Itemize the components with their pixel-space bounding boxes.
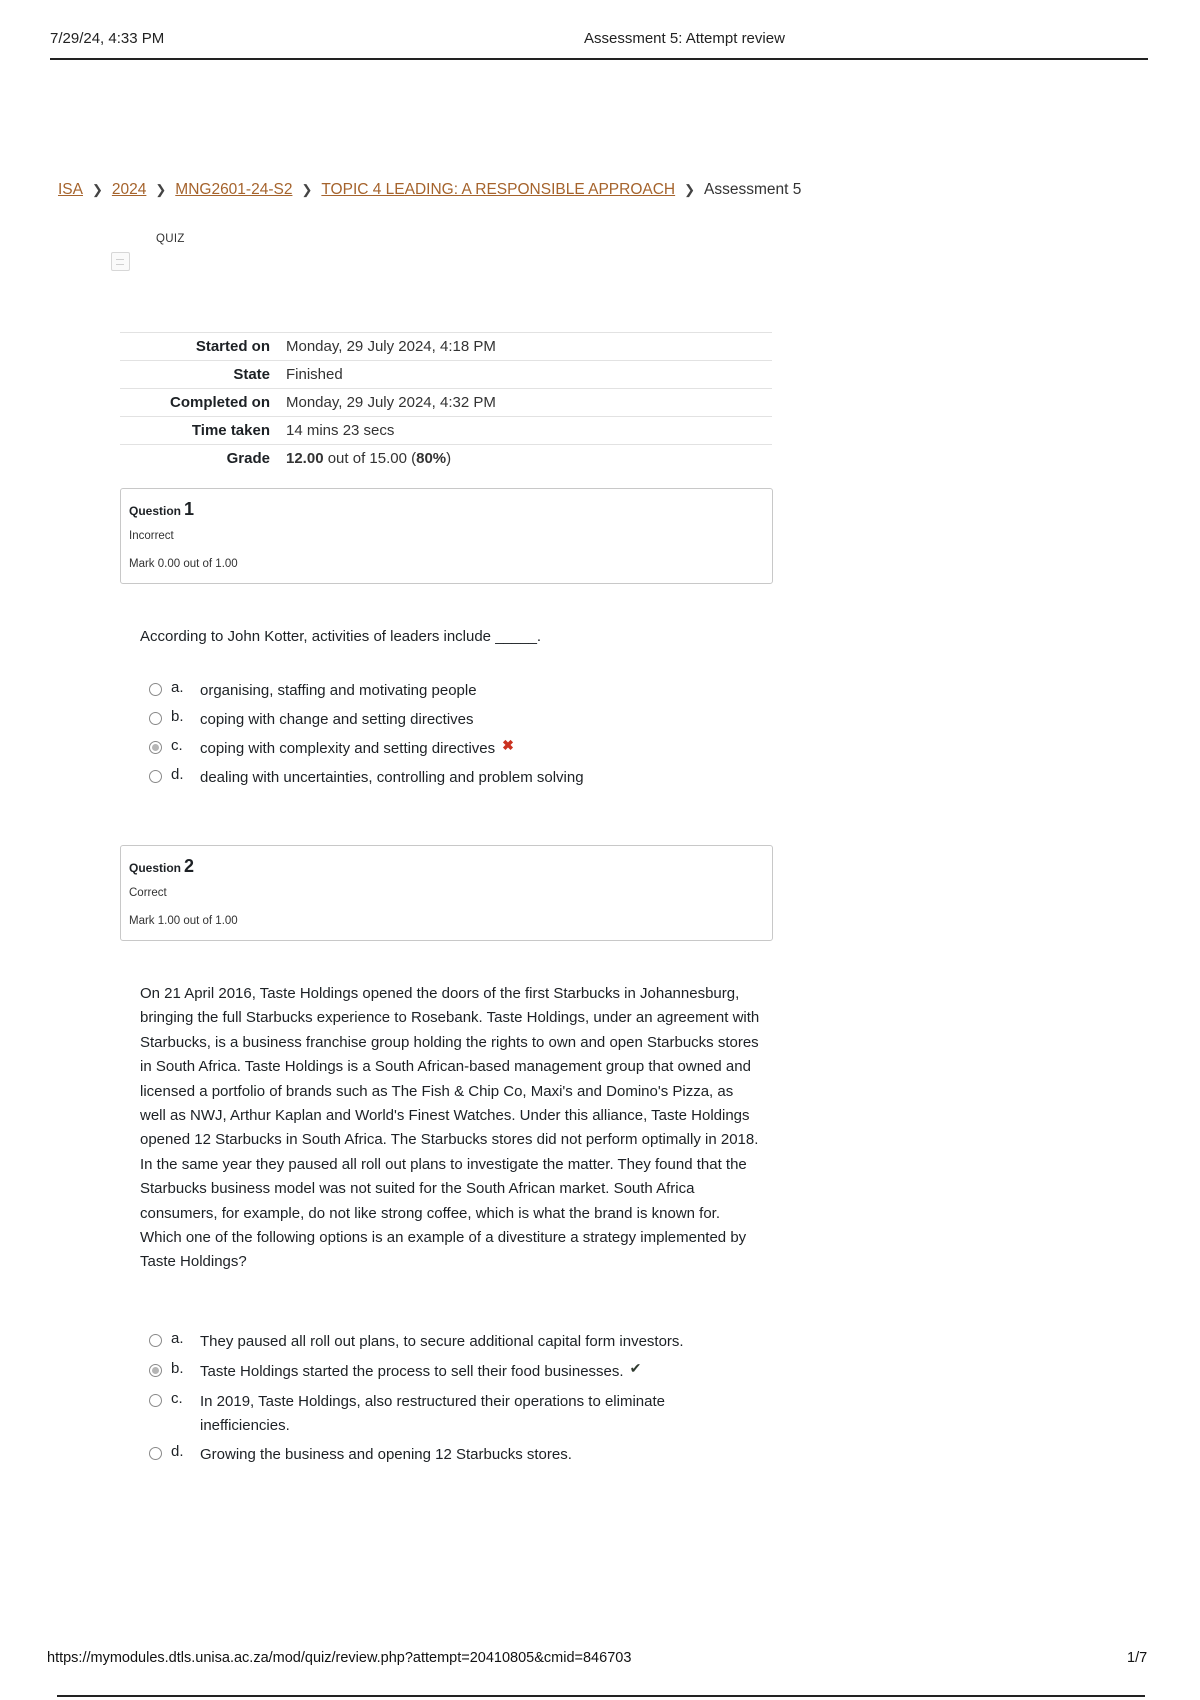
radio-button[interactable]	[149, 683, 162, 696]
answer-option[interactable]	[149, 679, 749, 703]
answer-label: coping with change and setting directives	[200, 711, 474, 728]
answer-label: In 2019, Taste Holdings, also restructured their operations to eliminate inefficiencies.	[200, 1393, 665, 1434]
radio-button[interactable]	[149, 1447, 162, 1460]
breadcrumb-link-course[interactable]: MNG2601-24-S2	[175, 181, 293, 198]
grade-percent: 80%	[416, 450, 447, 468]
chevron-right-icon: ❯	[155, 182, 167, 197]
chevron-right-icon: ❯	[91, 182, 103, 197]
summary-row	[120, 361, 772, 389]
grade-score: 12.00	[286, 450, 324, 468]
radio-button[interactable]	[149, 1394, 162, 1407]
answer-letter: a.	[171, 679, 184, 696]
summary-label: Grade	[226, 450, 270, 468]
breadcrumb	[58, 181, 801, 199]
breadcrumb-link-topic[interactable]: TOPIC 4 LEADING: A RESPONSIBLE APPROACH	[321, 181, 676, 198]
answer-letter: b.	[171, 1360, 184, 1377]
chevron-right-icon: ❯	[684, 182, 696, 197]
question-label: Question	[129, 504, 182, 518]
answer-letter: d.	[171, 1443, 184, 1460]
radio-button-checked[interactable]	[149, 741, 162, 754]
question-number-value: 1	[184, 499, 195, 519]
summary-label: Started on	[195, 338, 270, 355]
print-datetime: 7/29/24, 4:33 PM	[50, 30, 165, 47]
question-number	[129, 856, 194, 877]
answer-letter: d.	[171, 766, 184, 783]
summary-label: Time taken	[191, 422, 270, 439]
question-mark: Mark 0.00 out of 1.00	[129, 558, 238, 570]
activity-type-label: QUIZ	[156, 233, 185, 245]
answer-label: They paused all roll out plans, to secure additional capital form investors.	[200, 1333, 684, 1350]
answer-option-selected[interactable]	[149, 737, 749, 761]
answer-label: Taste Holdings started the process to sell their food businesses.	[200, 1363, 624, 1380]
incorrect-icon: ✖	[502, 737, 514, 753]
answer-label: coping with complexity and setting directives	[200, 740, 496, 757]
answer-label: organising, staffing and motivating people	[200, 682, 477, 699]
question-state: Incorrect	[129, 530, 174, 542]
question-number	[129, 499, 194, 520]
radio-button[interactable]	[149, 712, 162, 725]
quiz-icon	[111, 252, 130, 271]
print-footer-url: https://mymodules.dtls.unisa.ac.za/mod/quiz/review.php?attempt=20410805&cmid=846703	[47, 1650, 632, 1666]
answer-option-selected[interactable]	[149, 1360, 749, 1384]
summary-row	[120, 417, 772, 445]
answer-letter: c.	[171, 737, 183, 754]
answer-letter: b.	[171, 708, 184, 725]
summary-value: Monday, 29 July 2024, 4:32 PM	[286, 394, 496, 411]
answer-option[interactable]	[149, 1330, 749, 1354]
question-mark: Mark 1.00 out of 1.00	[129, 915, 238, 927]
answer-option[interactable]	[149, 708, 749, 732]
answer-label: dealing with uncertainties, controlling and problem solving	[200, 769, 584, 786]
answer-option[interactable]	[149, 1443, 749, 1467]
breadcrumb-current: Assessment 5	[704, 181, 802, 198]
print-footer-divider	[57, 1695, 1145, 1697]
print-page-number: 1/7	[1127, 1650, 1148, 1666]
question-info-box	[120, 488, 773, 584]
summary-row-grade	[120, 445, 772, 473]
grade-out-of: out of 15.00 (	[323, 450, 417, 468]
question-label: Question	[129, 861, 182, 875]
summary-label: State	[233, 366, 270, 383]
grade-value	[286, 445, 772, 473]
summary-label: Completed on	[170, 394, 270, 411]
breadcrumb-link-year[interactable]: 2024	[111, 181, 147, 198]
print-header	[50, 30, 1148, 60]
chevron-right-icon: ❯	[301, 182, 313, 197]
question-state: Correct	[129, 887, 167, 899]
answer-option[interactable]	[149, 1390, 749, 1438]
answer-letter: a.	[171, 1330, 184, 1347]
summary-row	[120, 333, 772, 361]
summary-value: Finished	[286, 366, 343, 383]
radio-button[interactable]	[149, 1334, 162, 1347]
grade-close: )	[446, 450, 452, 468]
summary-value: 14 mins 23 secs	[286, 422, 395, 439]
radio-button[interactable]	[149, 770, 162, 783]
answer-label: Growing the business and opening 12 Starbucks stores.	[200, 1446, 572, 1463]
radio-button-checked[interactable]	[149, 1364, 162, 1377]
answer-letter: c.	[171, 1390, 183, 1407]
breadcrumb-link-isa[interactable]: ISA	[58, 181, 83, 198]
question-number-value: 2	[184, 856, 195, 876]
print-page-title: Assessment 5: Attempt review	[584, 30, 785, 47]
summary-row	[120, 389, 772, 417]
question-text: According to John Kotter, activities of leaders include _____.	[140, 628, 542, 645]
answer-option[interactable]	[149, 766, 749, 790]
correct-icon: ✔	[629, 1360, 642, 1376]
question-text: On 21 April 2016, Taste Holdings opened the doors of the first Starbucks in Johannesburg, bringing the full Starbucks experience to Rosebank. Taste Holdings, under an agreement with Starbucks, is a business franchise group holding the rights to own and open Starbucks stores in South Africa. Taste Holdings is a South African-based management group that owned and licensed a portfolio of brands such as The Fish & Chip Co, Maxi's and Domino's Pizza, as well as NWJ, Arthur Kaplan and World's Finest Watches. Under this alliance, Taste Holdings opened 12 Starbucks in South Africa. The Starbucks stores did not perform optimally in 2018. In the same year they paused all roll out plans to investigate the matter. They found that the Starbucks business model was not suited for the South African market. South Africa consumers, for example, do not like strong coffee, which is what the brand is known for. Which one of the following options is an example of a divestiture a strategy implemented by Taste Holdings?	[140, 985, 760, 1271]
summary-value: Monday, 29 July 2024, 4:18 PM	[286, 338, 496, 355]
question-info-box	[120, 845, 773, 941]
attempt-summary-table	[120, 332, 772, 473]
